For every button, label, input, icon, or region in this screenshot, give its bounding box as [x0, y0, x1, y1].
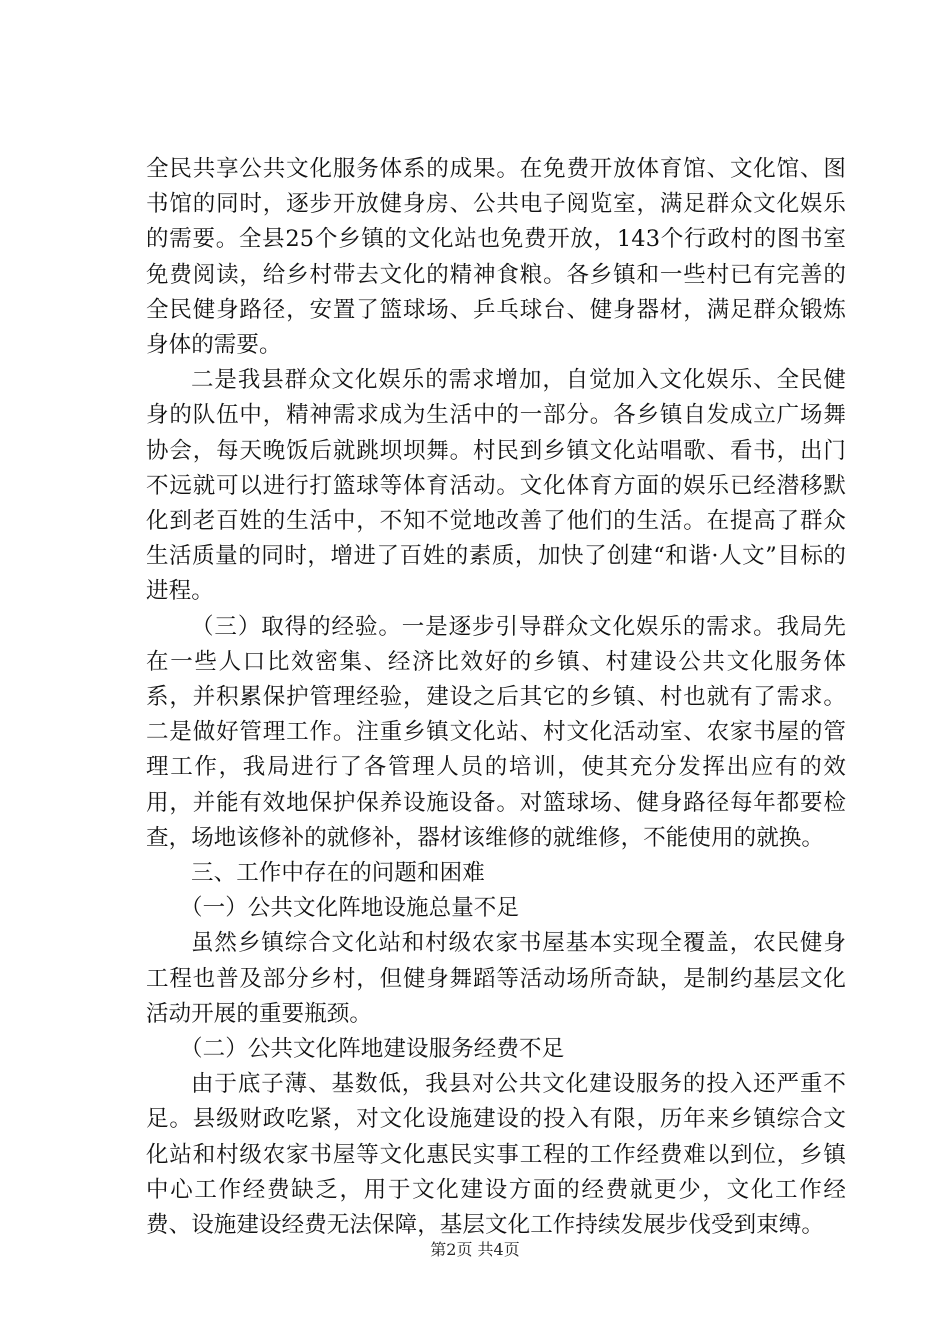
paragraph-demand-increase: 二是我县群众文化娱乐的需求增加，自觉加入文化娱乐、全民健身的队伍中，精神需求成为生活中的一部分。各乡镇自发成立广场舞协会，每天晚饭后就跳坝坝舞。村民到乡镇文化站唱歌、看书，出门不远就可以进行打篮球等体育活动。文化体育方面的娱乐已经潜移默化到老百姓的生活中，不知不觉地改善了他们的生活。在提高了群众生活质量的同时，增进了百姓的素质，加快了创建“和谐·人文”目标的进程。	[146, 367, 846, 605]
page-number-footer: 第2页 共4页	[430, 1240, 520, 1259]
paragraph-public-culture-results: 全民共享公共文化服务体系的成果。在免费开放体育馆、文化馆、图书馆的同时，逐步开放健身房、公共电子阅览室，满足群众文化娱乐的需要。全县25个乡镇的文化站也免费开放，143个行政村的图书室免费阅读，给乡村带去文化的精神食粮。各乡镇和一些村已有完善的全民健身路径，安置了篮球场、乒乓球台、健身器材，满足群众锻炼身体的需要。	[146, 156, 846, 359]
paragraph-experience-gained: （三）取得的经验。一是逐步引导群众文化娱乐的需求。我局先在一些人口比效密集、经济比效好的乡镇、村建设公共文化服务体系，并积累保护管理经验，建设之后其它的乡镇、村也就有了需求。二是做好管理工作。注重乡镇文化站、村文化活动室、农家书屋的管理工作，我局进行了各管理人员的培训，使其充分发挥出应有的效用，并能有效地保护保养设施设备。对篮球场、健身路径每年都要检查，场地该修补的就修补，器材该维修的就维修，不能使用的就换。	[146, 613, 846, 851]
subheading-facilities-shortage: （一）公共文化阵地设施总量不足	[180, 895, 520, 922]
document-body	[146, 152, 846, 1243]
paragraph-facilities-shortage: 虽然乡镇综合文化站和村级农家书屋基本实现全覆盖，农民健身工程也普及部分乡村，但健身舞蹈等活动场所奇缺，是制约基层文化活动开展的重要瓶颈。	[146, 930, 846, 1027]
subheading-funding-shortage: （二）公共文化阵地建设服务经费不足	[180, 1036, 565, 1063]
section-heading-problems: 三、工作中存在的问题和困难	[191, 860, 485, 887]
paragraph-funding-shortage: 由于底子薄、基数低，我县对公共文化建设服务的投入还严重不足。县级财政吃紧，对文化设施建设的投入有限，历年来乡镇综合文化站和村级农家书屋等文化惠民实事工程的工作经费难以到位，乡镇中心工作经费缺乏，用于文化建设方面的经费就更少，文化工作经费、设施建设经费无法保障，基层文化工作持续发展步伐受到束缚。	[146, 1071, 846, 1239]
